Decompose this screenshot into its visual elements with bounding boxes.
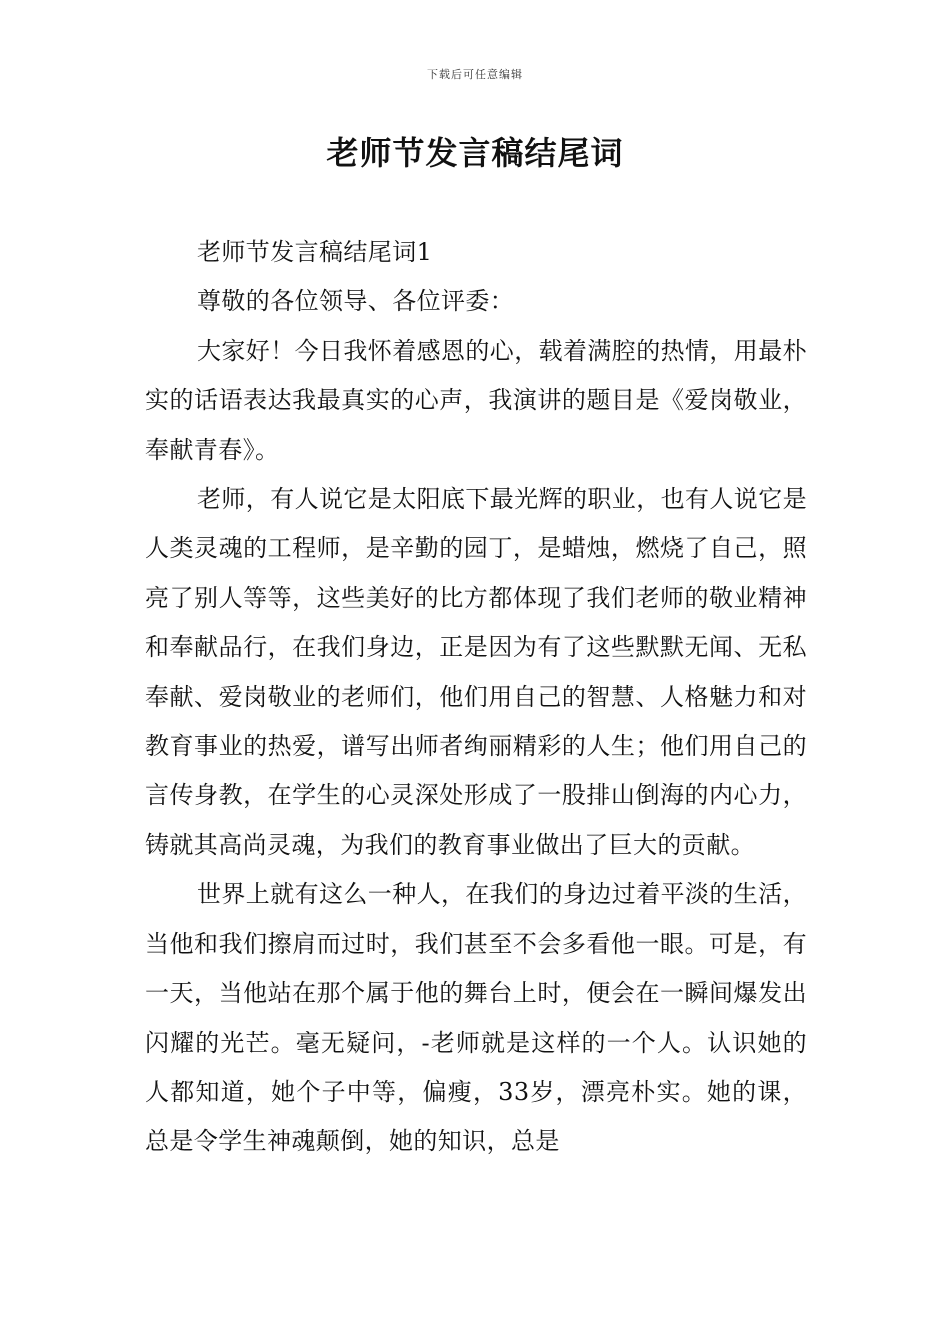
paragraph-greeting: 大家好！今日我怀着感恩的心，载着满腔的热情，用最朴实的话语表达我最真实的心声，我演讲的题目是《爱岗敬业，奉献青春》。 <box>145 336 807 464</box>
header-note: 下载后可任意编辑 <box>427 68 523 81</box>
document-body <box>145 228 807 1167</box>
paragraph-world: 世界上就有这么一种人，在我们的身边过着平淡的生活，当他和我们擦肩而过时，我们甚至不会多看他一眼。可是，有一天，当他站在那个属于他的舞台上时，便会在一瞬间爆发出闪耀的光芒。毫无疑问，-老师就是这样的一个人。认识她的人都知道，她个子中等，偏瘦，33岁，漂亮朴实。她的课，总是令学生神魂颠倒，她的知识，总是 <box>145 880 807 1156</box>
document-title: 老师节发言稿结尾词 <box>326 134 624 172</box>
paragraph-teachers: 老师，有人说它是太阳底下最光辉的职业，也有人说它是人类灵魂的工程师，是辛勤的园丁，是蜡烛，燃烧了自己，照亮了别人等等，这些美好的比方都体现了我们老师的敬业精神和奉献品行，在我们身边，正是因为有了这些默默无闻、无私奉献、爱岗敬业的老师们，他们用自己的智慧、人格魅力和对教育事业的热爱，谱写出师者绚丽精彩的人生；他们用自己的言传身教，在学生的心灵深处形成了一股排山倒海的内心力，铸就其高尚灵魂，为我们的教育事业做出了巨大的贡献。 <box>145 485 807 859</box>
paragraph-subtitle: 老师节发言稿结尾词1 <box>197 238 433 266</box>
paragraph-salutation: 尊敬的各位领导、各位评委： <box>197 287 515 316</box>
